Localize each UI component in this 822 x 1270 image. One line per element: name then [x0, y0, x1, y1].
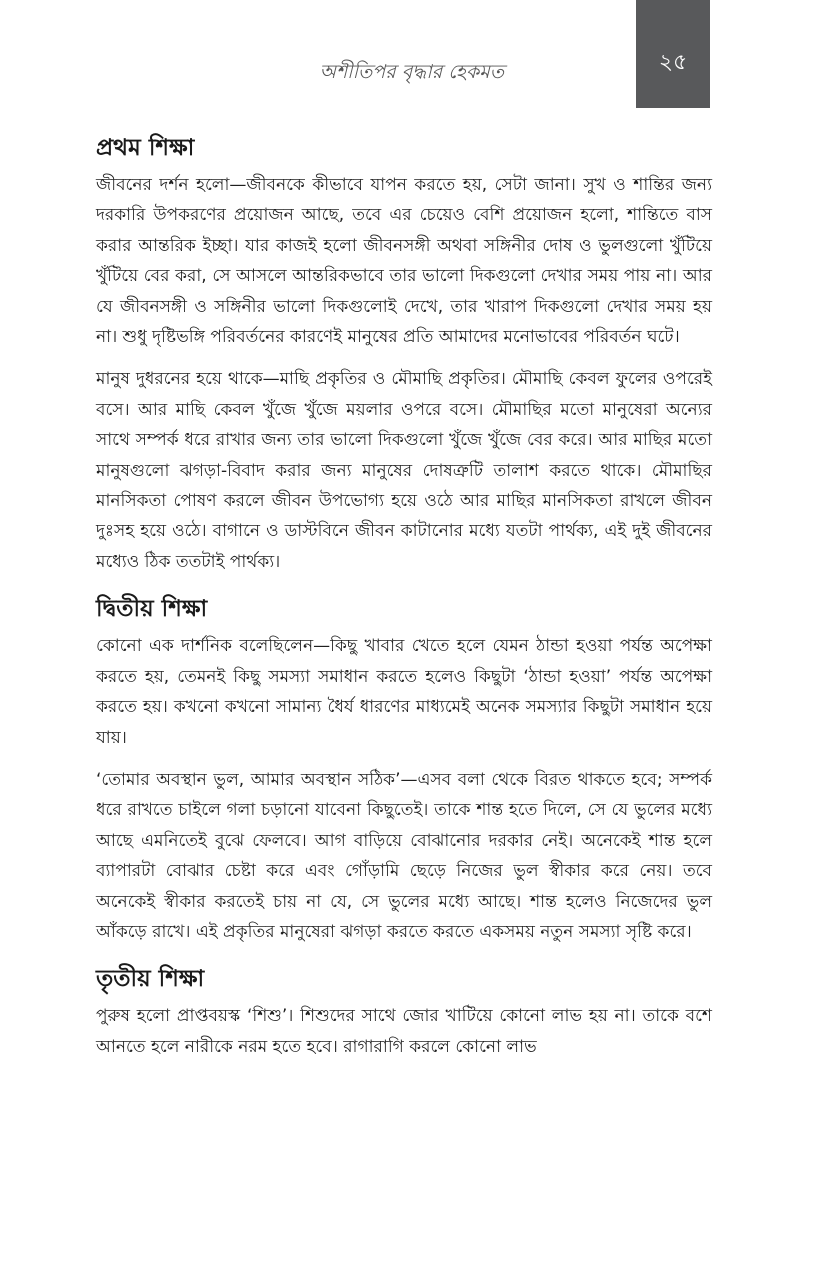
- section-heading: তৃতীয় শিক্ষা: [96, 966, 205, 993]
- paragraph: ‘তোমার অবস্থান ভুল, আমার অবস্থান সঠিক’—এসব বলা থেকে বিরত থাকতে হবে; সম্পর্ক ধরে রাখতে চাইলে গলা চড়ানো যাবেনা কিছুতেই। তাকে শান্ত হতে দিলে, সে যে ভুলের মধ্যে আছে এমনিতেই বুঝে ফেলবে। আগ বাড়িয়ে বোঝানোর দরকার নেই। অনেকেই শান্ত হলে ব্যাপারটা বোঝার চেষ্টা করে এবং গোঁড়ামি ছেড়ে নিজের ভুল স্বীকার করে নেয়। তবে অনেকেই স্বীকার করতেই চায় না যে, সে ভুলের মধ্যে আছে। শান্ত হলেও নিজেদের ভুল আঁকড়ে রাখে। এই প্রকৃতির মানুষেরা ঝগড়া করতে করতে একসময় নতুন সমস্যা সৃষ্টি করে।: [96, 769, 712, 942]
- section-heading: প্রথম শিক্ষা: [96, 135, 195, 161]
- page-body: [96, 128, 712, 1074]
- section-heading: দ্বিতীয় শিক্ষা: [96, 596, 208, 623]
- section-third-lesson: [96, 959, 712, 1062]
- page-number-tab: [636, 0, 710, 108]
- paragraph: পুরুষ হলো প্রাপ্তবয়স্ক ‘শিশু’। শিশুদের সাথে জোর খাটিয়ে কোনো লাভ হয় না। তাকে বশে আনতে হলে নারীকে নরম হতে হবে। রাগারাগি করলে কোনো লাভ: [96, 1006, 712, 1057]
- page-number: ২৫: [658, 50, 688, 75]
- running-title: অশীতিপর বৃদ্ধার হেকমত: [319, 61, 504, 83]
- section-second-lesson: [96, 589, 712, 947]
- section-first-lesson: [96, 128, 712, 577]
- paragraph: কোনো এক দার্শনিক বলেছিলেন—কিছু খাবার খেতে হলে যেমন ঠান্ডা হওয়া পর্যন্ত অপেক্ষা করতে হয়, তেমনই কিছু সমস্যা সমাধান করতে হলেও কিছুটা ‘ঠান্ডা হওয়া’ পর্যন্ত অপেক্ষা করতে হয়। কখনো কখনো সামান্য ধৈর্য ধারণের মাধ্যমেই অনেক সমস্যার কিছুটা সমাধান হয়ে যায়।: [96, 636, 712, 748]
- paragraph: মানুষ দুধরনের হয়ে থাকে—মাছি প্রকৃতির ও মৌমাছি প্রকৃতির। মৌমাছি কেবল ফুলের ওপরেই বসে। আর মাছি কেবল খুঁজে খুঁজে ময়লার ওপরে বসে। মৌমাছির মতো মানুষেরা অন্যের সাথে সম্পর্ক ধরে রাখার জন্য তার ভালো দিকগুলো খুঁজে খুঁজে বের করে। আর মাছির মতো মানুষগুলো ঝগড়া-বিবাদ করার জন্য মানুষের দোষত্রুটি তালাশ করতে থাকে। মৌমাছির মানসিকতা পোষণ করলে জীবন উপভোগ্য হয়ে ওঠে আর মাছির মানসিকতা রাখলে জীবন দুঃসহ হয়ে ওঠে। বাগানে ও ডাস্টবিনে জীবন কাটানোর মধ্যে যতটা পার্থক্য, এই দুই জীবনের মধ্যেও ঠিক ততটাই পার্থক্য।: [96, 369, 712, 572]
- paragraph: জীবনের দর্শন হলো—জীবনকে কীভাবে যাপন করতে হয়, সেটা জানা। সুখ ও শান্তির জন্য দরকারি উপকরণের প্রয়োজন আছে, তবে এর চেয়েও বেশি প্রয়োজন হলো, শান্তিতে বাস করার আন্তরিক ইচ্ছা। যার কাজই হলো জীবনসঙ্গী অথবা সঙ্গিনীর দোষ ও ভুলগুলো খুঁটিয়ে খুঁটিয়ে বের করা, সে আসলে আন্তরিকভাবে তার ভালো দিকগুলো দেখার সময় পায় না। আর যে জীবনসঙ্গী ও সঙ্গিনীর ভালো দিকগুলোই দেখে, তার খারাপ দিকগুলো দেখার সময় হয় না। শুধু দৃষ্টিভঙ্গি পরিবর্তনের কারণেই মানুষের প্রতি আমাদের মনোভাবের পরিবর্তন ঘটে।: [96, 175, 712, 348]
